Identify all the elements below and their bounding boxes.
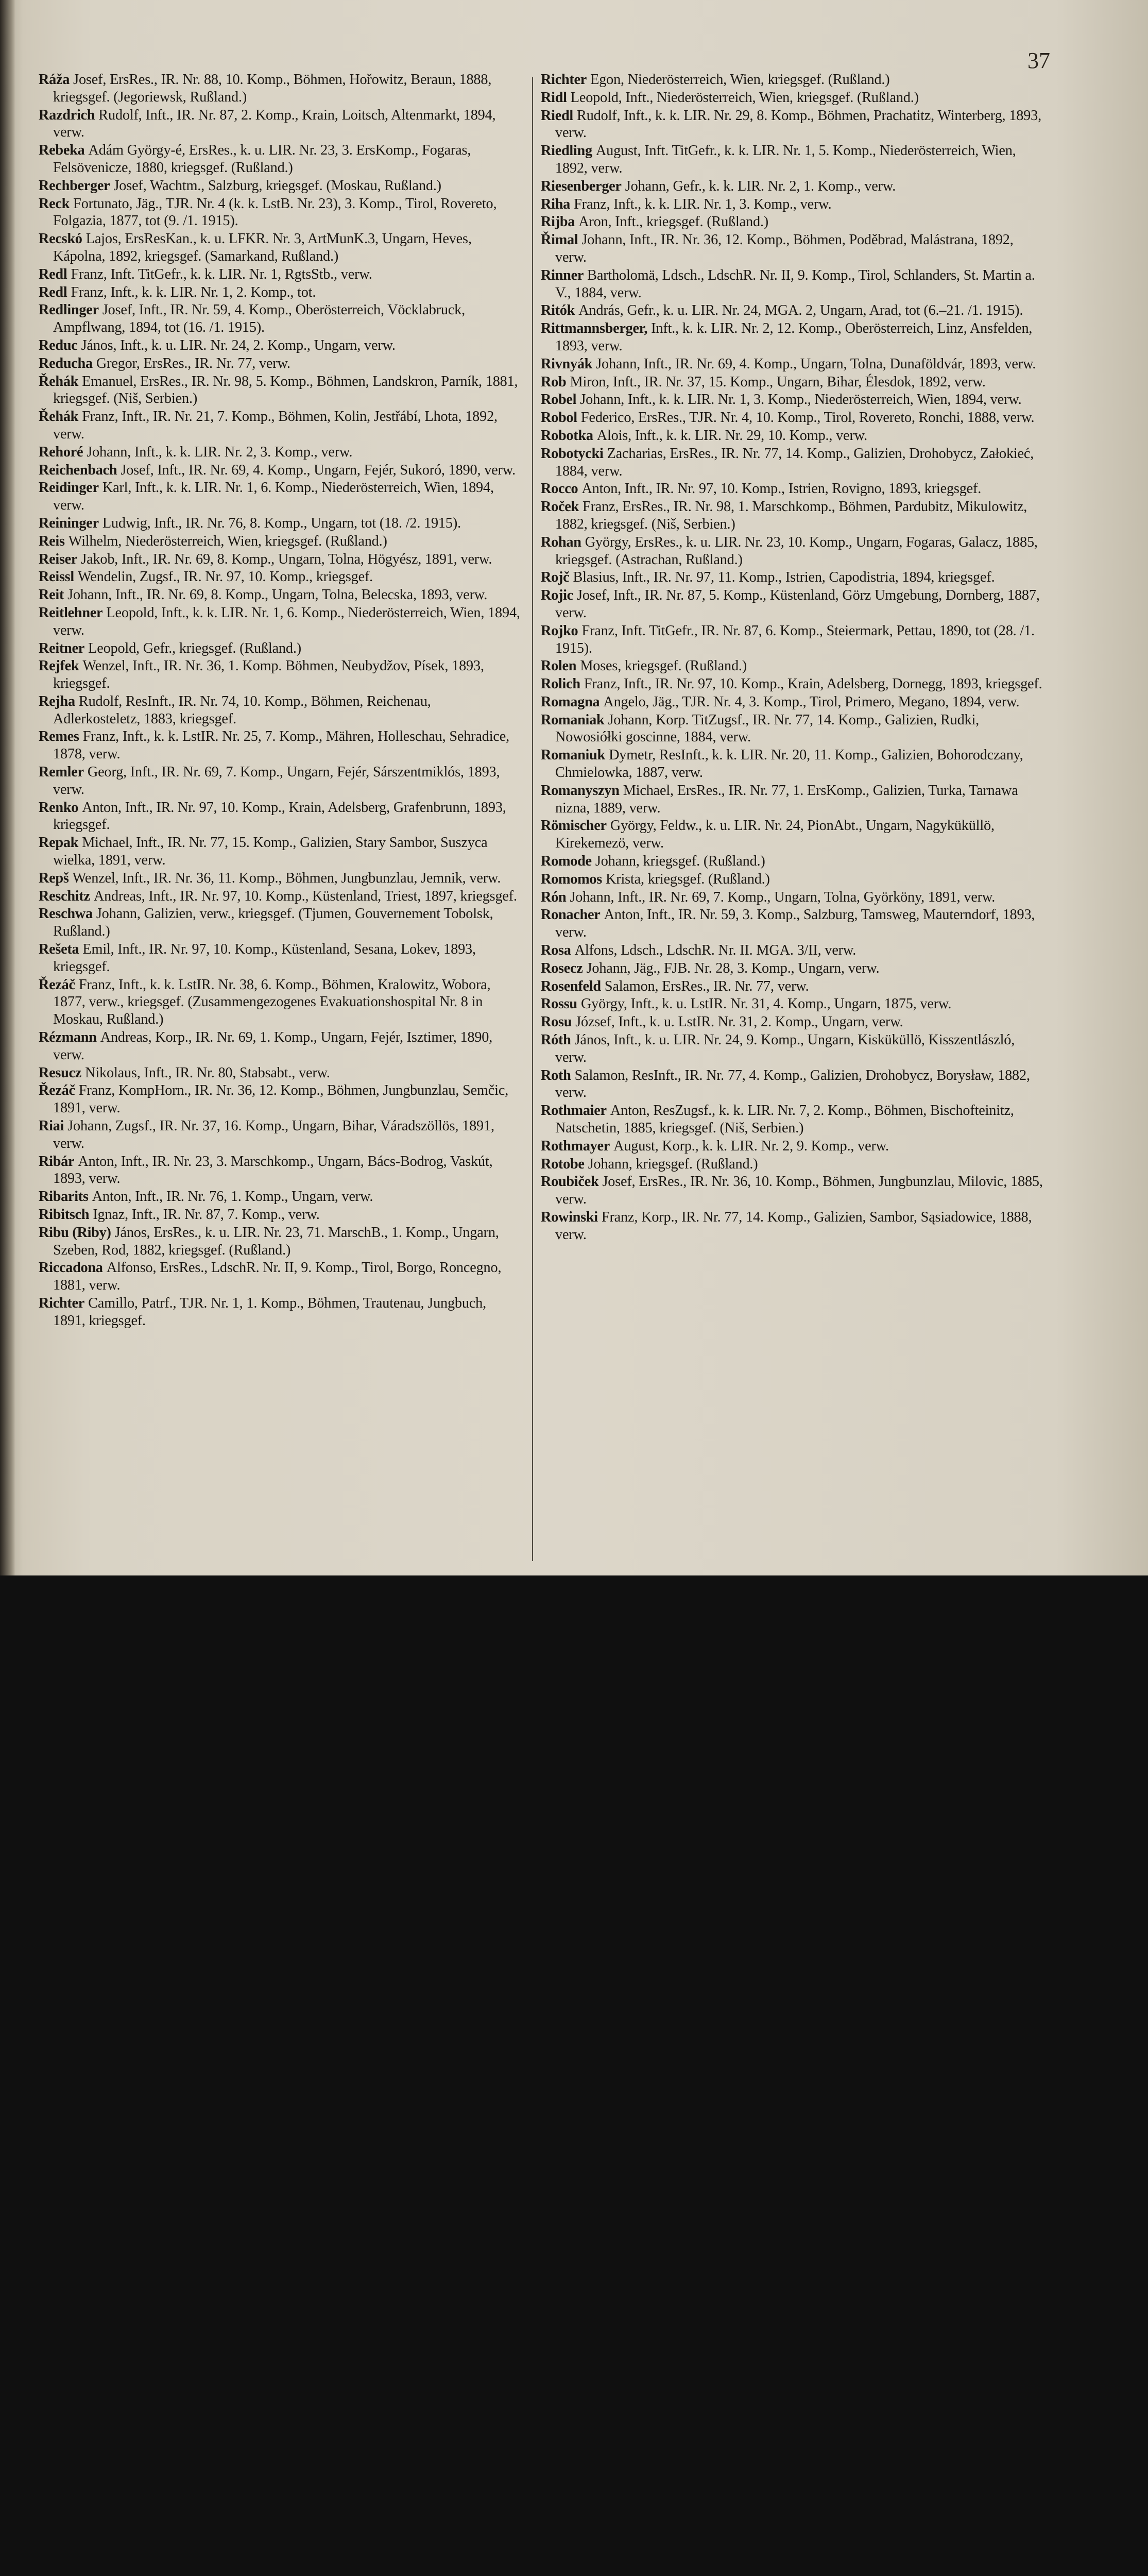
- entry-surname: Riai: [39, 1118, 64, 1134]
- register-entry: [541, 657, 1046, 675]
- register-entry: [541, 178, 1046, 195]
- entry-surname: Redl: [39, 266, 67, 282]
- entry-surname: Řehák: [39, 409, 79, 425]
- page-number: 37: [1027, 48, 1050, 73]
- register-entry: [541, 995, 1046, 1013]
- entry-details: Johann, kriegsgef. (Rußland.): [588, 1156, 758, 1172]
- entry-details: Leopold, Gefr., kriegsgef. (Rußland.): [88, 640, 301, 656]
- entry-surname: Reschitz: [39, 888, 90, 904]
- entry-surname: Rijba: [541, 214, 575, 230]
- register-entry: [39, 479, 520, 514]
- register-entry: [541, 480, 1046, 498]
- entry-surname: Reis: [39, 533, 65, 549]
- entry-details: Ludwig, Inft., IR. Nr. 76, 8. Komp., Ungarn, tot (18. /2. 1915).: [102, 515, 461, 531]
- entry-surname: Ritók: [541, 302, 575, 319]
- register-entry: [39, 640, 520, 657]
- entry-surname: Repak: [39, 835, 79, 851]
- entry-surname: Redl: [39, 284, 67, 300]
- entry-details: Johann, Inft., IR. Nr. 69, 4. Komp., Ungarn, Tolna, Dunaföldvár, 1893, verw.: [596, 355, 1036, 372]
- register-entry: [541, 871, 1046, 888]
- entry-details: Johann, Inft., IR. Nr. 36, 12. Komp., Böhmen, Poděbrad, Malástrana, 1892, verw.: [555, 232, 1014, 265]
- entry-surname: Reit: [39, 587, 64, 603]
- entry-details: György, Inft., k. u. LstIR. Nr. 31, 4. Komp., Ungarn, 1875, verw.: [580, 996, 952, 1012]
- entry-surname: Rothmayer: [541, 1138, 610, 1154]
- register-entry: [39, 568, 520, 586]
- entry-surname: Rothmaier: [541, 1103, 607, 1119]
- register-entry: [541, 587, 1046, 622]
- register-entry: [541, 1067, 1046, 1102]
- entry-surname: Redlinger: [39, 302, 99, 318]
- entry-details: Fortunato, Jäg., TJR. Nr. 4 (k. k. LstB. Nr. 23), 3. Komp., Tirol, Rovereto, Folgazia, 1877, tot (9. /1. 1915).: [53, 195, 497, 229]
- entry-details: Andreas, Inft., IR. Nr. 97, 10. Komp., Küstenland, Triest, 1897, kriegsgef.: [93, 888, 517, 904]
- register-entry: [541, 409, 1046, 427]
- register-entry: [39, 284, 520, 301]
- entry-surname: Romagna: [541, 693, 600, 710]
- entry-details: Emanuel, ErsRes., IR. Nr. 98, 5. Komp., Böhmen, Landskron, Parník, 1881, kriegsgef. (Niš, Serbien.): [53, 373, 518, 407]
- register-entry: [39, 870, 520, 887]
- entry-surname: Romaniuk: [541, 747, 605, 764]
- entry-surname: Reducha: [39, 355, 93, 371]
- column-divider: [532, 77, 533, 1561]
- entry-surname: Roček: [541, 499, 579, 515]
- entry-surname: Richter: [39, 1295, 85, 1311]
- register-entry: [541, 302, 1046, 319]
- entry-details: Franz, Korp., IR. Nr. 77, 14. Komp., Galizien, Sambor, Sąsiadowice, 1888, verw.: [555, 1209, 1032, 1243]
- entry-details: János, Inft., k. u. LIR. Nr. 24, 9. Komp., Ungarn, Kisküküllö, Kisszentlászló, verw.: [555, 1032, 1015, 1065]
- register-entry: [39, 444, 520, 461]
- entry-details: Inft., k. k. LIR. Nr. 2, 12. Komp., Oberösterreich, Linz, Ansfelden, 1893, verw.: [555, 320, 1033, 354]
- entry-surname: Reissl: [39, 569, 74, 585]
- entry-details: Salamon, ErsRes., IR. Nr. 77, verw.: [604, 978, 809, 994]
- entry-surname: Razdrich: [39, 107, 95, 123]
- entry-details: Blasius, Inft., IR. Nr. 97, 11. Komp., Istrien, Capodistria, 1894, kriegsgef.: [573, 569, 995, 586]
- register-entry: [541, 445, 1046, 480]
- entry-surname: Rocco: [541, 481, 578, 497]
- entry-details: Franz, Inft., k. k. LstIR. Nr. 25, 7. Komp., Mähren, Holleschau, Sehradice, 1878, verw.: [53, 728, 509, 762]
- register-entry: [541, 906, 1046, 941]
- entry-surname: Rowinski: [541, 1209, 598, 1225]
- register-entry: [541, 374, 1046, 391]
- entry-details: András, Gefr., k. u. LIR. Nr. 24, MGA. 2, Ungarn, Arad, tot (6.–21. /1. 1915).: [578, 302, 1023, 319]
- entry-details: Johann, Korp. TitZugsf., IR. Nr. 77, 14. Komp., Galizien, Rudki, Nowosiółki goscinne, 1884, verw.: [555, 711, 980, 745]
- entry-surname: Ribu (Riby): [39, 1224, 111, 1241]
- register-entry: [541, 427, 1046, 445]
- entry-details: Anton, Inft., IR. Nr. 97, 10. Komp., Krain, Adelsberg, Grafenbrunn, 1893, kriegsgef.: [53, 799, 506, 833]
- register-entry: [39, 764, 520, 799]
- register-entry: [541, 1102, 1046, 1137]
- entry-surname: Riedling: [541, 143, 592, 159]
- entry-surname: Reduc: [39, 337, 78, 353]
- entry-details: János, ErsRes., k. u. LIR. Nr. 23, 71. MarschB., 1. Komp., Ungarn, Szeben, Rod, 1882, kriegsgef. (Rußland.): [53, 1224, 499, 1258]
- register-entry: [541, 196, 1046, 213]
- register-entry: [541, 1138, 1046, 1155]
- register-entry: [541, 747, 1046, 782]
- entry-surname: Rešeta: [39, 941, 79, 958]
- register-entry: [39, 373, 520, 408]
- entry-surname: Rosenfeld: [541, 978, 601, 994]
- entry-surname: Rob: [541, 374, 567, 390]
- register-entry: [39, 693, 520, 728]
- register-entry: [541, 1173, 1046, 1208]
- entry-details: Josef, Inft., IR. Nr. 87, 5. Komp., Küstenland, Görz Umgebung, Dornberg, 1887, verw.: [555, 587, 1040, 621]
- entry-details: Miron, Inft., IR. Nr. 37, 15. Komp., Ungarn, Bihar, Élesdok, 1892, verw.: [570, 374, 986, 390]
- entry-surname: Řezáč: [39, 976, 75, 993]
- entry-details: Georg, Inft., IR. Nr. 69, 7. Komp., Ungarn, Fejér, Sárszentmiklós, 1893, verw.: [53, 764, 500, 798]
- entry-details: Johann, Inft., IR. Nr. 69, 7. Komp., Ungarn, Tolna, Györköny, 1891, verw.: [570, 889, 996, 905]
- entry-surname: Rosu: [541, 1014, 572, 1030]
- register-entry: [541, 107, 1046, 142]
- entry-details: Johann, Galizien, verw., kriegsgef. (Tjumen, Gouvernement Tobolsk, Rußland.): [53, 906, 493, 940]
- entry-details: Franz, Inft., IR. Nr. 97, 10. Komp., Krain, Adelsberg, Dornegg, 1893, kriegsgef.: [584, 676, 1042, 692]
- entry-surname: Rittmannsberger,: [541, 320, 648, 337]
- register-entry: [39, 586, 520, 604]
- register-entry: [39, 230, 520, 265]
- register-entry: [39, 1117, 520, 1153]
- entry-details: Nikolaus, Inft., IR. Nr. 80, Stabsabt., verw.: [85, 1064, 330, 1081]
- register-entry: [541, 142, 1046, 177]
- entry-details: Adám György-é, ErsRes., k. u. LIR. Nr. 23, 3. ErsKomp., Fogaras, Felsövenicze, 1880, kriegsgef. (Rußland.): [53, 142, 471, 176]
- entry-surname: Rechberger: [39, 177, 110, 194]
- entry-surname: Repš: [39, 870, 69, 886]
- register-entry: [39, 1224, 520, 1259]
- register-entry: [541, 71, 1046, 89]
- entry-details: Alois, Inft., k. k. LIR. Nr. 29, 10. Komp., verw.: [596, 427, 867, 444]
- entry-surname: Rejfek: [39, 658, 79, 674]
- entry-surname: Rossu: [541, 996, 577, 1012]
- entry-details: Anton, Inft., IR. Nr. 76, 1. Komp., Ungarn, verw.: [92, 1189, 373, 1205]
- entry-details: Franz, Inft., IR. Nr. 21, 7. Komp., Böhmen, Kolin, Jestřábí, Lhota, 1892, verw.: [53, 409, 498, 442]
- viewer-footer: [0, 1575, 1148, 1698]
- register-entry: [541, 978, 1046, 995]
- entry-details: Moses, kriegsgef. (Rußland.): [580, 658, 747, 674]
- entry-details: Bartholomä, Ldsch., LdschR. Nr. II, 9. Komp., Tirol, Schlanders, St. Martin a. V., 1884, verw.: [555, 267, 1035, 301]
- entry-surname: Ribitsch: [39, 1207, 90, 1223]
- register-entry: [541, 817, 1046, 852]
- entry-details: Johann, Gefr., k. k. LIR. Nr. 2, 1. Komp., verw.: [625, 178, 896, 194]
- entry-details: György, Feldw., k. u. LIR. Nr. 24, PionAbt., Ungarn, Nagyküküllö, Kirekemezö, verw.: [555, 818, 995, 852]
- entry-surname: Reiser: [39, 551, 78, 567]
- entry-details: Josef, ErsRes., IR. Nr. 36, 10. Komp., Böhmen, Jungbunzlau, Milovic, 1885, verw.: [555, 1174, 1043, 1208]
- entry-surname: Römischer: [541, 818, 607, 834]
- entry-surname: Robel: [541, 392, 577, 408]
- entry-surname: Remes: [39, 728, 79, 745]
- register-entry: [541, 782, 1046, 817]
- entry-surname: Remler: [39, 764, 84, 781]
- entry-details: Wilhelm, Niederösterreich, Wien, kriegsgef. (Rußland.): [68, 533, 387, 549]
- entry-details: József, Inft., k. u. LstIR. Nr. 31, 2. Komp., Ungarn, verw.: [575, 1014, 903, 1030]
- register-entry: [541, 960, 1046, 977]
- entry-details: Egon, Niederösterreich, Wien, kriegsgef. (Rußland.): [590, 72, 890, 88]
- entry-details: Johann, Jäg., FJB. Nr. 28, 3. Komp., Ungarn, verw.: [586, 960, 880, 976]
- entry-surname: Rebeka: [39, 142, 85, 159]
- register-entry: [541, 942, 1046, 959]
- entry-details: Josef, ErsRes., IR. Nr. 88, 10. Komp., Böhmen, Hořowitz, Beraun, 1888, kriegsgef. (Jegoriewsk, Rußland.): [53, 72, 492, 105]
- entry-details: János, Inft., k. u. LIR. Nr. 24, 2. Komp., Ungarn, verw.: [81, 337, 396, 353]
- entry-surname: Rézmann: [39, 1029, 97, 1046]
- entry-surname: Romanyszyn: [541, 782, 620, 799]
- register-entry: [39, 71, 520, 106]
- entry-details: Andreas, Korp., IR. Nr. 69, 1. Komp., Ungarn, Fejér, Isztimer, 1890, verw.: [53, 1029, 493, 1063]
- entry-surname: Róth: [541, 1032, 571, 1048]
- entry-details: August, Korp., k. k. LIR. Nr. 2, 9. Komp., verw.: [613, 1138, 889, 1154]
- entry-surname: Rojč: [541, 569, 570, 586]
- register-entry: [541, 355, 1046, 373]
- entry-details: Josef, Inft., IR. Nr. 69, 4. Komp., Ungarn, Fejér, Sukoró, 1890, verw.: [121, 462, 516, 478]
- entry-surname: Rón: [541, 889, 567, 905]
- register-entry: [39, 1206, 520, 1224]
- register-entry: [541, 889, 1046, 906]
- entry-details: Gregor, ErsRes., IR. Nr. 77, verw.: [96, 355, 290, 371]
- entry-details: Rudolf, ResInft., IR. Nr. 74, 10. Komp., Böhmen, Reichenau, Adlerkosteletz, 1883, kriegsgef.: [53, 693, 431, 727]
- entry-surname: Rosecz: [541, 960, 583, 976]
- register-entry: [39, 1295, 520, 1330]
- register-entry: [39, 604, 520, 639]
- entry-details: Leopold, Inft., Niederösterreich, Wien, kriegsgef. (Rußland.): [570, 89, 919, 106]
- entry-surname: Reitner: [39, 640, 85, 656]
- register-entry: [541, 498, 1046, 533]
- entry-details: Salamon, ResInft., IR. Nr. 77, 4. Komp., Galizien, Drohobycz, Borysław, 1882, verw.: [555, 1067, 1030, 1101]
- register-entry: [39, 533, 520, 550]
- entry-surname: Rosa: [541, 942, 571, 959]
- entry-surname: Rolen: [541, 658, 577, 674]
- register-entry: [39, 337, 520, 354]
- entry-details: Josef, Wachtm., Salzburg, kriegsgef. (Moskau, Rußland.): [113, 177, 441, 194]
- entry-details: Rudolf, Inft., IR. Nr. 87, 2. Komp., Krain, Loitsch, Altenmarkt, 1894, verw.: [53, 107, 496, 141]
- register-entry: [39, 355, 520, 372]
- entry-surname: Roth: [541, 1067, 571, 1083]
- entry-details: Wenzel, Inft., IR. Nr. 36, 1. Komp. Böhmen, Neubydžov, Písek, 1893, kriegsgef.: [53, 658, 484, 692]
- entry-details: Franz, Inft., k. k. LstIR. Nr. 38, 6. Komp., Böhmen, Kralowitz, Wobora, 1877, verw., kriegsgef. (Zusammengezogenes Evakuationshospital Nr. 8 in Moskau, Rußland.): [53, 976, 491, 1028]
- entry-details: Johann, Inft., k. k. LIR. Nr. 1, 3. Komp., Niederösterreich, Wien, 1894, verw.: [580, 392, 1022, 408]
- entry-details: Karl, Inft., k. k. LIR. Nr. 1, 6. Komp., Niederösterreich, Wien, 1894, verw.: [53, 480, 494, 514]
- register-entry: [39, 799, 520, 834]
- entry-details: Krista, kriegsgef. (Rußland.): [606, 871, 770, 887]
- entry-details: Franz, KompHorn., IR. Nr. 36, 12. Komp., Böhmen, Jungbunzlau, Semčic, 1891, verw.: [53, 1082, 509, 1116]
- entry-details: Franz, Inft. TitGefr., IR. Nr. 87, 6. Komp., Steiermark, Pettau, 1890, tot (28. /1. 1915).: [555, 622, 1035, 656]
- entry-surname: Rohan: [541, 534, 581, 550]
- register-entry: [541, 711, 1046, 747]
- entry-details: Emil, Inft., IR. Nr. 97, 10. Komp., Küstenland, Sesana, Lokev, 1893, kriegsgef.: [53, 941, 476, 975]
- register-entry: [541, 89, 1046, 107]
- register-entry: [39, 1188, 520, 1206]
- entry-surname: Rolich: [541, 676, 580, 692]
- register-entry: [39, 1259, 520, 1294]
- register-entry: [39, 462, 520, 479]
- register-entry: [39, 1029, 520, 1064]
- entry-details: Franz, Inft. TitGefr., k. k. LIR. Nr. 1, RgtsStb., verw.: [71, 266, 372, 282]
- entry-details: Rudolf, Inft., k. k. LIR. Nr. 29, 8. Komp., Böhmen, Prachatitz, Winterberg, 1893, verw.: [555, 107, 1041, 141]
- register-entry: [541, 675, 1046, 693]
- entry-details: Lajos, ErsResKan., k. u. LFKR. Nr. 3, ArtMunK.3, Ungarn, Heves, Kápolna, 1892, kriegsgef. (Samarkand, Rußland.): [53, 231, 472, 264]
- entry-surname: Rojko: [541, 622, 578, 639]
- entry-surname: Řehák: [39, 373, 79, 389]
- entry-surname: Ribarits: [39, 1189, 89, 1205]
- entry-details: Johann, Zugsf., IR. Nr. 37, 16. Komp., Ungarn, Bihar, Váradszöllös, 1891, verw.: [53, 1118, 494, 1151]
- register-entry: [39, 728, 520, 763]
- register-entry: [541, 853, 1046, 870]
- entry-surname: Recskó: [39, 231, 82, 247]
- register-entry: [541, 1031, 1046, 1066]
- entry-details: Michael, ErsRes., IR. Nr. 77, 1. ErsKomp., Galizien, Turka, Tarnawa nizna, 1889, verw.: [555, 782, 1018, 816]
- entry-surname: Reschwa: [39, 906, 93, 922]
- entry-details: Franz, ErsRes., IR. Nr. 98, 1. Marschkomp., Böhmen, Pardubitz, Mikulowitz, 1882, kriegsgef. (Niš, Serbien.): [555, 499, 1027, 532]
- entry-surname: Riedl: [541, 107, 573, 124]
- entry-details: Franz, Inft., k. k. LIR. Nr. 1, 3. Komp., verw.: [574, 196, 832, 212]
- entry-details: Wendelin, Zugsf., IR. Nr. 97, 10. Komp., kriegsgef.: [78, 569, 373, 585]
- left-column: [39, 71, 520, 1330]
- register-entry: [39, 888, 520, 905]
- entry-details: György, ErsRes., k. u. LIR. Nr. 23, 10. Komp., Ungarn, Fogaras, Galacz, 1885, kriegsgef. (Astrachan, Rußland.): [555, 534, 1038, 568]
- entry-details: Angelo, Jäg., TJR. Nr. 4, 3. Komp., Tirol, Primero, Megano, 1894, verw.: [603, 693, 1020, 710]
- entry-surname: Robol: [541, 410, 577, 426]
- right-column: [541, 71, 1046, 1244]
- register-entry: [39, 657, 520, 692]
- entry-details: Wenzel, Inft., IR. Nr. 36, 11. Komp., Böhmen, Jungbunzlau, Jemnik, verw.: [72, 870, 501, 886]
- register-entry: [39, 834, 520, 869]
- entry-details: Dymetr, ResInft., k. k. LIR. Nr. 20, 11. Komp., Galizien, Bohorodczany, Chmielowka, 1887, verw.: [555, 747, 1023, 781]
- entry-surname: Roubiček: [541, 1174, 599, 1190]
- register-entry: [39, 195, 520, 230]
- entry-surname: Renko: [39, 799, 79, 816]
- entry-surname: Resucz: [39, 1064, 82, 1081]
- entry-surname: Reininger: [39, 515, 99, 531]
- register-entry: [39, 177, 520, 195]
- register-entry: [39, 1153, 520, 1188]
- entry-surname: Rivnyák: [541, 355, 593, 372]
- entry-surname: Rehoré: [39, 444, 83, 460]
- entry-details: Johann, kriegsgef. (Rußland.): [595, 853, 765, 870]
- register-entry: [39, 976, 520, 1028]
- register-entry: [39, 551, 520, 568]
- entry-surname: Rejha: [39, 693, 75, 709]
- entry-surname: Romomos: [541, 871, 602, 887]
- entry-surname: Ronacher: [541, 907, 601, 923]
- entry-surname: Rojic: [541, 587, 573, 604]
- register-entry: [541, 693, 1046, 711]
- register-entry: [541, 267, 1046, 302]
- entry-surname: Řezáč: [39, 1082, 75, 1099]
- register-entry: [541, 622, 1046, 657]
- register-entry: [39, 107, 520, 142]
- register-entry: [541, 231, 1046, 266]
- register-entry: [39, 301, 520, 336]
- entry-details: Alfonso, ErsRes., LdschR. Nr. II, 9. Komp., Tirol, Borgo, Roncegno, 1881, verw.: [53, 1260, 502, 1294]
- register-entry: [541, 391, 1046, 409]
- entry-surname: Reichenbach: [39, 462, 117, 478]
- register-entry: [541, 569, 1046, 586]
- register-entry: [39, 142, 520, 177]
- register-entry: [541, 213, 1046, 231]
- entry-details: Camillo, Patrf., TJR. Nr. 1, 1. Komp., Böhmen, Trautenau, Jungbuch, 1891, kriegsgef.: [53, 1295, 486, 1329]
- entry-details: Franz, Inft., k. k. LIR. Nr. 1, 2. Komp., tot.: [71, 284, 316, 300]
- entry-surname: Robotka: [541, 427, 593, 444]
- register-entry: [541, 534, 1046, 569]
- entry-surname: Rotobe: [541, 1156, 585, 1172]
- register-entry: [39, 1082, 520, 1117]
- entry-details: Federico, ErsRes., TJR. Nr. 4, 10. Komp., Tirol, Rovereto, Ronchi, 1888, verw.: [580, 410, 1035, 426]
- entry-details: Jakob, Inft., IR. Nr. 69, 8. Komp., Ungarn, Tolna, Högyész, 1891, verw.: [81, 551, 492, 567]
- entry-surname: Ridl: [541, 89, 567, 106]
- entry-details: Johann, Inft., IR. Nr. 69, 8. Komp., Ungarn, Tolna, Belecska, 1893, verw.: [67, 587, 488, 603]
- entry-surname: Ribár: [39, 1153, 75, 1170]
- entry-surname: Reck: [39, 195, 70, 212]
- entry-surname: Romode: [541, 853, 592, 870]
- entry-details: Anton, Inft., IR. Nr. 23, 3. Marschkomp., Ungarn, Bács-Bodrog, Vaskút, 1893, verw.: [53, 1153, 493, 1187]
- entry-details: Aron, Inft., kriegsgef. (Rußland.): [578, 214, 769, 230]
- register-entry: [541, 1013, 1046, 1031]
- entry-details: Anton, ResZugsf., k. k. LIR. Nr. 7, 2. Komp., Böhmen, Bischofteinitz, Natschetin, 1885, kriegsgef. (Niš, Serbien.): [555, 1103, 1014, 1137]
- entry-surname: Riccadona: [39, 1260, 103, 1276]
- register-entry: [39, 905, 520, 940]
- register-entry: [39, 1064, 520, 1082]
- entry-details: Anton, Inft., IR. Nr. 97, 10. Komp., Istrien, Rovigno, 1893, kriegsgef.: [581, 481, 982, 497]
- register-entry: [39, 941, 520, 976]
- entry-surname: Romaniak: [541, 711, 605, 728]
- entry-surname: Řimal: [541, 232, 578, 248]
- entry-details: August, Inft. TitGefr., k. k. LIR. Nr. 1, 5. Komp., Niederösterreich, Wien, 1892, verw.: [555, 143, 1016, 176]
- entry-surname: Ráža: [39, 72, 70, 88]
- register-entry: [541, 1156, 1046, 1173]
- entry-details: Josef, Inft., IR. Nr. 59, 4. Komp., Oberösterreich, Vöcklabruck, Ampflwang, 1894, tot (16. /1. 1915).: [53, 302, 465, 336]
- page-binding-shadow: [0, 0, 15, 1575]
- entry-details: Leopold, Inft., k. k. LIR. Nr. 1, 6. Komp., Niederösterreich, Wien, 1894, verw.: [53, 604, 520, 638]
- register-entry: [39, 408, 520, 443]
- entry-details: Johann, Inft., k. k. LIR. Nr. 2, 3. Komp., verw.: [87, 444, 353, 460]
- entry-details: Zacharias, ErsRes., IR. Nr. 77, 14. Komp., Galizien, Drohobycz, Załokieć, 1884, verw.: [555, 445, 1034, 479]
- entry-surname: Richter: [541, 72, 587, 88]
- register-entry: [39, 515, 520, 532]
- register-entry: [39, 266, 520, 283]
- entry-details: Anton, Inft., IR. Nr. 59, 3. Komp., Salzburg, Tamsweg, Mauterndorf, 1893, verw.: [555, 907, 1035, 941]
- register-entry: [541, 1209, 1046, 1244]
- register-entry: [541, 320, 1046, 355]
- entry-surname: Riesenberger: [541, 178, 622, 194]
- entry-details: Ignaz, Inft., IR. Nr. 87, 7. Komp., verw.: [93, 1207, 320, 1223]
- entry-surname: Reidinger: [39, 480, 99, 496]
- entry-details: Michael, Inft., IR. Nr. 77, 15. Komp., Galizien, Stary Sambor, Suszyca wielka, 1891, verw.: [53, 835, 488, 869]
- entry-surname: Riha: [541, 196, 570, 212]
- entry-surname: Rinner: [541, 267, 584, 283]
- entry-surname: Robotycki: [541, 445, 604, 462]
- entry-surname: Reitlehner: [39, 604, 103, 621]
- entry-details: Alfons, Ldsch., LdschR. Nr. II. MGA. 3/II, verw.: [574, 942, 856, 959]
